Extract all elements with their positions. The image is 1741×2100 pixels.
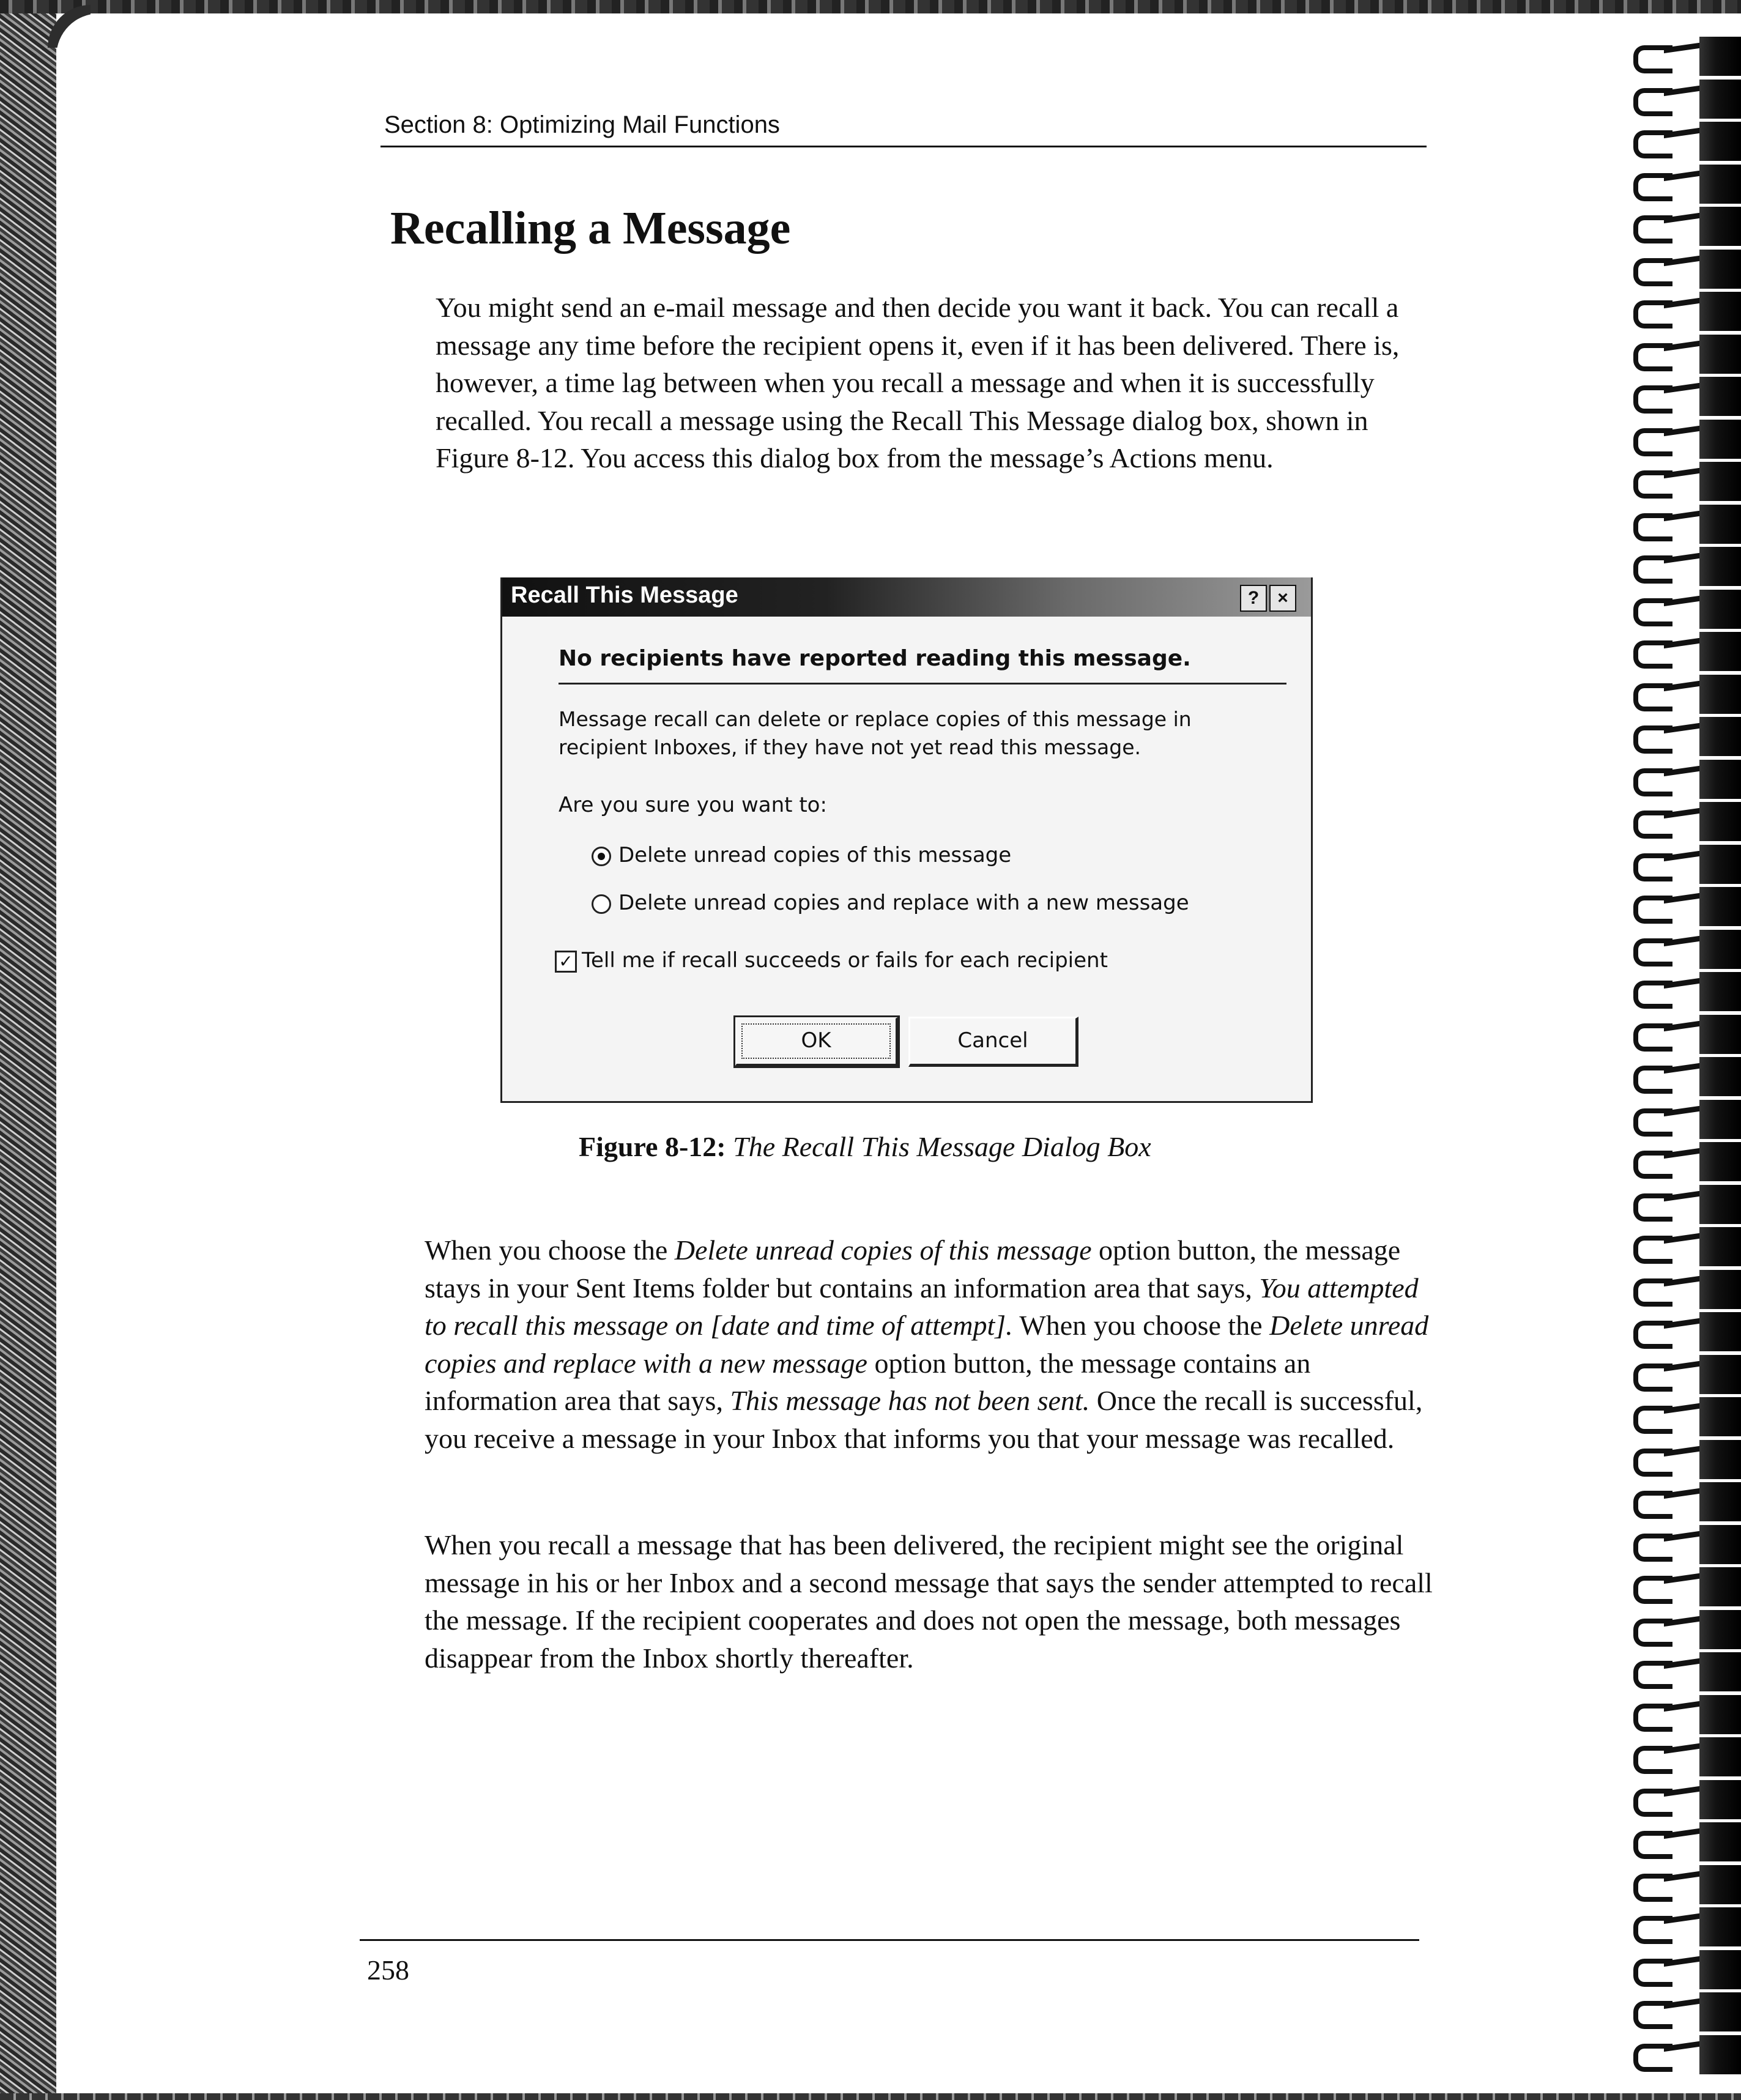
spiral-coil [1627, 505, 1741, 545]
coil-bar [1664, 893, 1699, 903]
coil-bar [1664, 1105, 1699, 1116]
coil-block [1699, 1397, 1741, 1436]
spiral-coil [1627, 1865, 1741, 1905]
coil-bar [1664, 935, 1699, 946]
spiral-coil [1627, 250, 1741, 290]
delete-unread-radio[interactable] [592, 847, 611, 866]
para2-italic-3: Delete unread copies and replace with a new message [425, 1310, 1429, 1379]
coil-bar [1664, 1445, 1699, 1456]
coil-block [1699, 1652, 1741, 1691]
para2-italic-1: Delete unread copies of this message [674, 1234, 1092, 1266]
coil-block [1699, 1992, 1741, 2031]
coil-bar [1664, 1828, 1699, 1839]
coil-bar [1664, 170, 1699, 180]
dialog-divider [559, 683, 1286, 685]
coil-block [1699, 505, 1741, 544]
coil-bar [1664, 638, 1699, 648]
page-corner [56, 13, 99, 56]
spiral-coil [1627, 1482, 1741, 1523]
spiral-coil [1627, 675, 1741, 715]
dialog-description-line-1: Message recall can delete or replace copies of this message in [559, 707, 1192, 731]
spiral-coil [1627, 37, 1741, 77]
para2-text-2: option button, the message stays in your Sent Items folder but contains an information area that says, [425, 1234, 1401, 1304]
caption-text: The Recall This Message Dialog Box [733, 1131, 1151, 1162]
coil-block [1699, 1907, 1741, 1946]
coil-block [1699, 1610, 1741, 1649]
coil-bar [1664, 1998, 1699, 2009]
ok-button[interactable] [735, 1017, 899, 1067]
para2-text-1: When you choose the [425, 1234, 675, 1266]
spiral-coil [1627, 292, 1741, 332]
coil-bar [1664, 1020, 1699, 1031]
coil-block [1699, 1482, 1741, 1521]
coil-bar [1664, 595, 1699, 606]
spiral-coil [1627, 1907, 1741, 1948]
coil-block [1699, 1950, 1741, 1989]
recall-options-paragraph [425, 1231, 1440, 1457]
coil-block [1699, 1822, 1741, 1861]
replace-message-label[interactable]: Delete unread copies and replace with a new message [618, 891, 1189, 915]
coil-block [1699, 1567, 1741, 1606]
para2-italic-2: You attempted to recall this message on [date and time of attempt]. [425, 1272, 1419, 1341]
coil-block [1699, 632, 1741, 671]
dialog-question: Are you sure you want to: [559, 793, 827, 817]
coil-block [1699, 1695, 1741, 1734]
dialog-title: Recall This Message [511, 582, 738, 608]
coil-block [1699, 1865, 1741, 1904]
close-button[interactable]: × [1269, 585, 1296, 612]
coil-bar [1664, 1573, 1699, 1584]
spiral-coil [1627, 717, 1741, 757]
coil-block [1699, 972, 1741, 1011]
coil-bar [1664, 1786, 1699, 1796]
coil-block [1699, 1185, 1741, 1224]
coil-bar [1664, 425, 1699, 436]
spiral-coil [1627, 207, 1741, 247]
spiral-coil [1627, 1780, 1741, 1820]
intro-paragraph: You might send an e-mail message and then decide you want it back. You can recall a message any time before the recipient opens it, even if it has been delivered. There is, however, a time lag between when you recall a message and when it is successfully recalled. You recall a message using the Recall This Message dialog box, shown in Figure 8-12. You access this dialog box from the message’s Actions menu. [436, 292, 1400, 473]
coil-block [1699, 122, 1741, 161]
footer-rule [360, 1939, 1419, 1941]
coil-bar [1664, 85, 1699, 95]
recall-dialog [500, 577, 1313, 1103]
coil-bar [1664, 1233, 1699, 1244]
spiral-coil [1627, 590, 1741, 630]
coil-block [1699, 760, 1741, 799]
spiral-binding [1627, 37, 1741, 2080]
spiral-coil [1627, 1525, 1741, 1565]
dialog-description-line-2: recipient Inboxes, if they have not yet read this message. [559, 735, 1141, 759]
delivered-recall-paragraph: When you recall a message that has been delivered, the recipient might see the original message in his or her Inbox and a second message that says the sender attempted to recall the message. If the recipient cooperates and does not open the message, both messages disappear from the Inbox shortly thereafter. [425, 1529, 1433, 1674]
coil-block [1699, 590, 1741, 629]
coil-bar [1664, 2041, 1699, 2051]
coil-bar [1664, 808, 1699, 818]
spiral-coil [1627, 1100, 1741, 1140]
coil-bar [1664, 298, 1699, 308]
focus-rectangle [741, 1023, 891, 1059]
coil-block [1699, 335, 1741, 374]
coil-bar [1664, 1318, 1699, 1329]
coil-block [1699, 377, 1741, 416]
spiral-coil [1627, 1695, 1741, 1735]
spiral-coil [1627, 165, 1741, 205]
coil-block [1699, 887, 1741, 926]
spiral-coil [1627, 1142, 1741, 1182]
spiral-coil [1627, 80, 1741, 120]
coil-bar [1664, 1913, 1699, 1924]
page-title: Recalling a Message [390, 202, 791, 254]
para2-text-3: When you choose the [1012, 1310, 1270, 1341]
coil-bar [1664, 1148, 1699, 1159]
coil-bar [1664, 1956, 1699, 1966]
spiral-coil [1627, 420, 1741, 460]
coil-bar [1664, 1275, 1699, 1286]
coil-bar [1664, 510, 1699, 521]
spiral-coil [1627, 1015, 1741, 1055]
spiral-coil [1627, 1822, 1741, 1863]
coil-bar [1664, 680, 1699, 691]
coil-bar [1664, 553, 1699, 563]
coil-block [1699, 1057, 1741, 1096]
para2-italic-4: This message has not been sent. [730, 1385, 1090, 1416]
coil-block [1699, 1440, 1741, 1479]
coil-bar [1664, 1063, 1699, 1074]
spiral-coil [1627, 887, 1741, 927]
spiral-coil [1627, 335, 1741, 375]
spiral-coil [1627, 1227, 1741, 1267]
spiral-coil [1627, 1992, 1741, 2033]
coil-bar [1664, 723, 1699, 733]
coil-bar [1664, 1871, 1699, 1881]
coil-block [1699, 1227, 1741, 1266]
coil-block [1699, 717, 1741, 756]
coil-block [1699, 80, 1741, 119]
header-rule [380, 146, 1427, 147]
spiral-coil [1627, 802, 1741, 842]
coil-block [1699, 1355, 1741, 1394]
coil-bar [1664, 765, 1699, 776]
spiral-coil [1627, 1567, 1741, 1608]
coil-bar [1664, 1658, 1699, 1669]
coil-bar [1664, 978, 1699, 989]
coil-bar [1664, 1190, 1699, 1201]
ok-button-label: OK [801, 1028, 831, 1053]
coil-block [1699, 1100, 1741, 1139]
coil-bar [1664, 128, 1699, 138]
spiral-coil [1627, 1652, 1741, 1693]
spiral-coil [1627, 1057, 1741, 1097]
help-button[interactable]: ? [1240, 585, 1267, 612]
spiral-coil [1627, 462, 1741, 502]
coil-block [1699, 420, 1741, 459]
spiral-coil [1627, 1397, 1741, 1438]
delete-unread-label[interactable]: Delete unread copies of this message [618, 843, 1012, 867]
figure-caption [579, 1130, 1151, 1163]
replace-message-radio[interactable] [592, 894, 611, 914]
coil-bar [1664, 1701, 1699, 1711]
dialog-titlebar [502, 577, 1311, 617]
coil-block [1699, 802, 1741, 841]
notify-recall-checkbox[interactable]: ✓ [555, 951, 577, 973]
spiral-coil [1627, 1185, 1741, 1225]
spiral-coil [1627, 845, 1741, 885]
spiral-coil [1627, 377, 1741, 417]
coil-bar [1664, 468, 1699, 478]
coil-block [1699, 1737, 1741, 1776]
coil-bar [1664, 340, 1699, 351]
spiral-coil [1627, 1355, 1741, 1395]
scan-bottom-edge [0, 2093, 1741, 2100]
coil-block [1699, 207, 1741, 246]
coil-block [1699, 1312, 1741, 1351]
cancel-button[interactable]: Cancel [908, 1017, 1078, 1067]
coil-bar [1664, 213, 1699, 223]
coil-block [1699, 250, 1741, 289]
coil-block [1699, 1525, 1741, 1564]
scan-left-edge [0, 0, 56, 2100]
coil-bar [1664, 1360, 1699, 1371]
spiral-coil [1627, 547, 1741, 587]
spiral-coil [1627, 2035, 1741, 2076]
coil-block [1699, 292, 1741, 331]
spiral-coil [1627, 1440, 1741, 1480]
scan-top-edge [0, 0, 1741, 13]
coil-bar [1664, 1488, 1699, 1499]
coil-bar [1664, 850, 1699, 861]
coil-block [1699, 930, 1741, 969]
coil-block [1699, 1780, 1741, 1819]
coil-bar [1664, 255, 1699, 265]
spiral-coil [1627, 1610, 1741, 1650]
coil-bar [1664, 1403, 1699, 1414]
coil-block [1699, 547, 1741, 586]
coil-block [1699, 845, 1741, 884]
coil-bar [1664, 1743, 1699, 1754]
coil-block [1699, 462, 1741, 501]
coil-block [1699, 1270, 1741, 1309]
spiral-coil [1627, 930, 1741, 970]
coil-block [1699, 165, 1741, 204]
coil-block [1699, 1015, 1741, 1054]
notify-recall-label[interactable]: Tell me if recall succeeds or fails for each recipient [582, 948, 1108, 973]
page-number: 258 [367, 1954, 409, 1986]
section-header: Section 8: Optimizing Mail Functions [384, 111, 780, 138]
caption-label: Figure 8-12: [579, 1131, 726, 1162]
spiral-coil [1627, 1950, 1741, 1991]
coil-block [1699, 37, 1741, 76]
coil-block [1699, 1142, 1741, 1181]
dialog-status: No recipients have reported reading this message. [559, 646, 1191, 671]
coil-bar [1664, 43, 1699, 53]
para2-text-5: Once the recall is successful, you receive a message in your Inbox that informs you that your message was recalled. [425, 1385, 1423, 1454]
spiral-coil [1627, 122, 1741, 162]
coil-block [1699, 2035, 1741, 2074]
spiral-coil [1627, 1270, 1741, 1310]
spiral-coil [1627, 632, 1741, 672]
spiral-coil [1627, 1737, 1741, 1778]
coil-bar [1664, 383, 1699, 393]
spiral-coil [1627, 1312, 1741, 1352]
coil-block [1699, 675, 1741, 714]
coil-bar [1664, 1530, 1699, 1541]
spiral-coil [1627, 972, 1741, 1012]
spiral-coil [1627, 760, 1741, 800]
para2-text-4: option button, the message contains an information area that says, [425, 1347, 1311, 1416]
coil-bar [1664, 1616, 1699, 1626]
